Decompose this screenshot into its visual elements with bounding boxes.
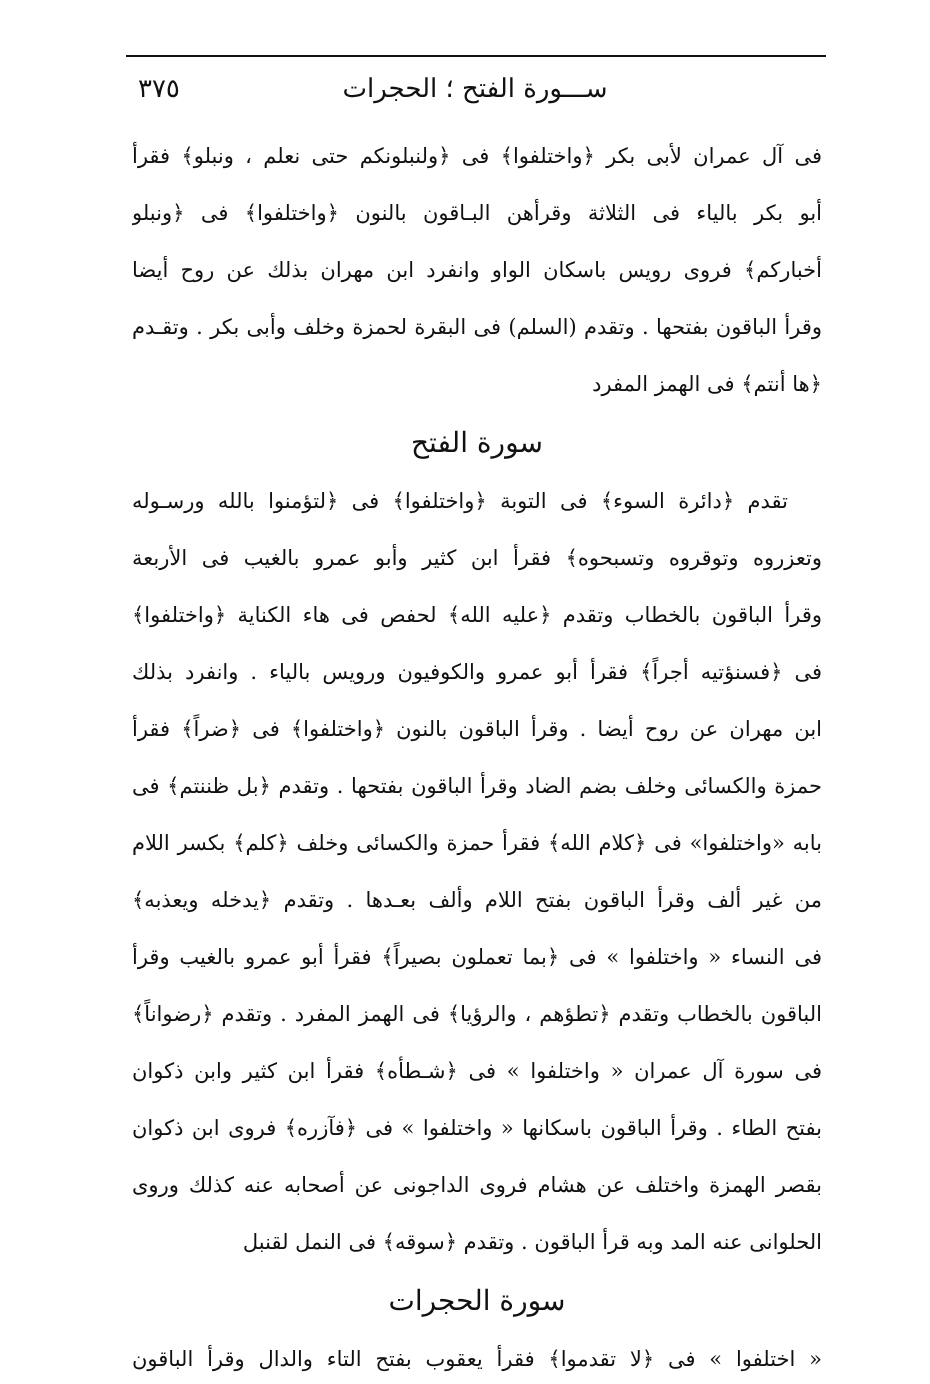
text-line: تقدم ﴿دائرة السوء﴾ فى التوبة ﴿واختلفوا﴾ فى ﴿لتؤمنوا بالله ورسـوله — [132, 489, 788, 513]
section-al-fath — [132, 473, 822, 1271]
text-line: أخباركم﴾ فروى رويس باسكان الواو وانفرد ابن مهران بذلك عن روح أيضا — [132, 258, 822, 282]
text-line: وقرأ الباقون بالخطاب وتقدم ﴿عليه الله﴾ لحفص فى هاء الكناية ﴿واختلفوا﴾ — [132, 603, 822, 627]
text-line: الباقون بالخطاب وتقدم ﴿تطؤهم ، والرؤيا﴾ فى الهمز المفرد . وتقدم ﴿رضواناً﴾ — [132, 1002, 822, 1026]
text-line: أبو بكر بالياء فى الثلاثة وقرأهن البـاقون بالنون ﴿واختلفوا﴾ فى ﴿ونبلو — [132, 201, 822, 225]
text-line: حمزة والكسائى وخلف بضم الضاد وقرأ الباقون بفتحها . وتقدم ﴿بل ظننتم﴾ فى — [132, 774, 822, 798]
text-line: من غير ألف وقرأ الباقون بفتح اللام وألف بعـدها . وتقدم ﴿يدخله ويعذبه﴾ — [132, 888, 822, 912]
section-heading-al-fath: سورة الفتح — [410, 426, 543, 459]
text-line: بفتح الطاء . وقرأ الباقون باسكانها « واختلفوا » فى ﴿فآزره﴾ فروى ابن ذكوان — [132, 1116, 822, 1140]
page-header — [130, 68, 820, 120]
section-al-imran-continuation — [132, 128, 822, 413]
text-line: « اختلفوا » فى ﴿لا تقدموا﴾ فقرأ يعقوب بفتح التاء والدال وقرأ الباقون — [132, 1347, 822, 1371]
page-number: ٣٧٥ — [138, 74, 180, 104]
header-rule — [126, 55, 826, 57]
text-line: وقرأ الباقون بفتحها . وتقدم (السلم) فى البقرة لحمزة وخلف وأبى بكر . وتقـدم — [132, 315, 822, 339]
text-line: ﴿ها أنتم﴾ فى الهمز المفرد — [592, 372, 822, 396]
text-line: بابه «واختلفوا» فى ﴿كلام الله﴾ فقرأ حمزة والكسائى وخلف ﴿كلم﴾ بكسر اللام — [132, 831, 822, 855]
text-line: فى سورة آل عمران « واختلفوا » فى ﴿شـطأه﴾ فقرأ ابن كثير وابن ذكوان — [132, 1059, 822, 1083]
text-line: فى النساء « واختلفوا » فى ﴿بما تعملون بصيراً﴾ فقرأ أبو عمرو بالغيب وقرأ — [132, 945, 822, 969]
text-line: فى آل عمران لأبى بكر ﴿واختلفوا﴾ فى ﴿ولنبلونكم حتى نعلم ، ونبلو﴾ فقرأ — [132, 144, 822, 168]
text-line: الحلوانى عنه المد وبه قرأ الباقون . وتقدم ﴿سوقه﴾ فى النمل لقنبل — [242, 1230, 822, 1254]
running-title: ســـورة الفتح ؛ الحجرات — [342, 74, 608, 104]
section-al-hujurat — [132, 1331, 822, 1384]
section-heading-al-hujurat: سورة الحجرات — [388, 1284, 566, 1317]
text-line: بقصر الهمزة واختلف عن هشام فروى الداجونى عن أصحابه عنه كذلك وروى — [132, 1173, 822, 1197]
text-line: ابن مهران عن روح أيضا . وقرأ الباقون بالنون ﴿واختلفوا﴾ فى ﴿ضراً﴾ فقرأ — [132, 717, 822, 741]
text-line: فى ﴿فسنؤتيه أجراً﴾ فقرأ أبو عمرو والكوفيون ورويس بالياء . وانفرد بذلك — [132, 660, 822, 684]
text-line: وتعزروه وتوقروه وتسبحوه﴾ فقرأ ابن كثير وأبو عمرو بالغيب فى الأربعة — [132, 546, 822, 570]
page-body — [132, 128, 822, 1384]
